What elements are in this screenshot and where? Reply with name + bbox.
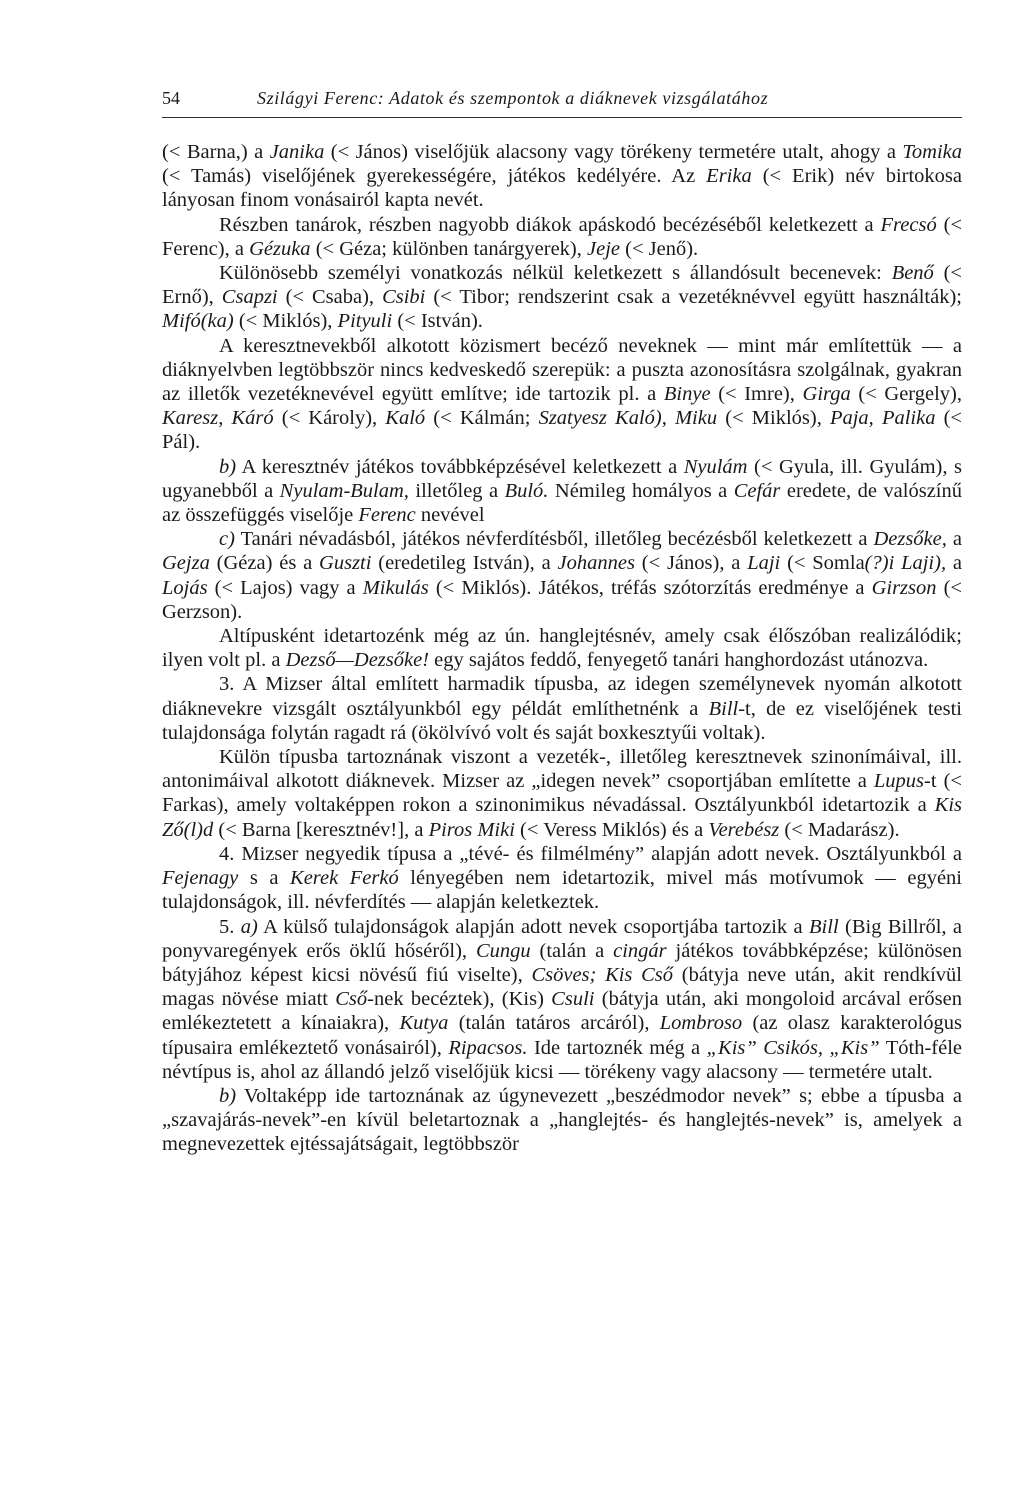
italic-run: Dezsőke, <box>873 528 947 551</box>
text-run: 3. A Mizser által említett harmadik típusba, az idegen személynevek nyomán alkotott diáknevekre vizsgált osztályunkból egy példát említhetnénk a <box>162 673 962 720</box>
italic-run: Bill <box>809 915 839 938</box>
text-run: (< Gerzson). <box>162 576 962 623</box>
italic-run: Lombroso <box>659 1012 743 1035</box>
text-run: a <box>946 552 963 575</box>
italic-run: Fejenagy <box>162 867 239 890</box>
italic-run: Girga <box>802 383 851 406</box>
header-rule <box>162 117 962 118</box>
paragraph-p9 <box>162 745 962 842</box>
text-run: -t, de ez viselőjének testi tulajdonsága folytán ragadt rá (ökölvívó volt és saját boxkesztyűi voltak). <box>162 697 962 744</box>
italic-run: Lupus <box>873 770 925 793</box>
italic-run: Mikulás <box>362 576 429 599</box>
paragraph-p1 <box>162 140 962 213</box>
text-run: a <box>946 528 962 551</box>
text-run: A keresztnevekből alkotott közismert becéző neveknek — mint már említettük — a diáknyelvben legtöbbször nincs kedveskedő szerepük: a puszta azonosításra szolgálnak, gyakran az illetők vezetéknevével együtt említve; ide tartozik pl. a <box>162 334 962 406</box>
text-run: Tanári névadásból, játékos névferdítésből, illetőleg becézésből keletkezett a <box>234 528 874 551</box>
text-run: (< Erik) név birtokosa lányosan finom vonásairól kapta nevét. <box>162 165 962 212</box>
body-text <box>162 140 962 1157</box>
text-run: A külső tulajdonságok alapján adott nevek csoportjába tartozik a <box>257 915 810 938</box>
paragraph-p10 <box>162 842 962 915</box>
italic-run: Janika <box>269 141 325 163</box>
text-run: eredete, de valószínű az összefüggés viselője <box>162 479 963 527</box>
italic-run: Binye <box>663 383 711 406</box>
paragraph-p5 <box>162 455 962 528</box>
text-run: (Géza) és a <box>209 552 320 575</box>
italic-run: Girzson <box>871 576 937 599</box>
italic-run: Szatyesz Kaló), Miku <box>538 407 718 430</box>
text-run: (< Gyula, ill. Gyulám), s ugyanebből a <box>162 455 962 502</box>
paragraph-p12 <box>162 1084 962 1157</box>
text-run: (< Miklós). Játékos, tréfás szótorzítás eredménye a <box>428 576 872 599</box>
italic-run: Bill <box>708 697 739 720</box>
italic-run: a) <box>240 915 258 938</box>
text-run: (< Miklós), <box>717 407 830 430</box>
page-number: 54 <box>162 88 180 108</box>
paragraph-p4 <box>162 334 962 455</box>
italic-run: Verebész <box>708 818 780 841</box>
italic-run: b) <box>219 455 237 478</box>
paragraph-p8 <box>162 672 962 745</box>
text-run: (< János), a <box>634 552 748 575</box>
text-run: (< Pál). <box>162 407 962 454</box>
italic-run: Cefár <box>733 479 781 502</box>
italic-run: Dezső—Dezsőke! <box>285 649 430 672</box>
text-run: (< Barna [keresztnév!], a <box>213 818 429 841</box>
text-run: (< Madarász). <box>779 818 900 841</box>
italic-run: cingár <box>613 939 667 962</box>
italic-run: Ferenc <box>358 504 416 527</box>
italic-run: (?)i Laji), <box>864 552 947 575</box>
paragraph-p7 <box>162 624 962 672</box>
text-run: Külön típusba tartoznának viszont a vezeték-, illetőleg keresztnevek szinonímáival, ill. antonimáival alkotott diáknevek. Mizser az „idegen nevek” csoportjában említette a <box>162 746 962 793</box>
running-title: Szilágyi Ferenc: Adatok és szempontok a diáknevek vizsgálatához <box>257 88 769 108</box>
text-run: (bátyja után, aki mongoloid arcával erősen emlékeztetett a kínaiakra), <box>162 988 962 1035</box>
text-run: (< Kálmán; <box>425 407 539 430</box>
italic-run: Johannes <box>557 552 635 575</box>
text-run: (talán tatáros arcáról), <box>448 1012 660 1035</box>
text-run: Voltaképp ide tartoznának az úgynevezett „beszédmodor nevek” s; ebbe a típusba a „szavajárás-nevek”-en kívül beletartoznak a „hanglejtés- és hanglejtés-nevek” is, amelyek a megnevezettek ejtéssajátságait, legtöbbször <box>162 1084 962 1156</box>
text-run: -nek becéztek), (Kis) <box>367 988 552 1011</box>
italic-run: Kis Ző(l)d <box>162 794 962 841</box>
italic-run: Csöves; Kis Cső <box>531 963 674 986</box>
text-run: Tóth-féle névtípus is, ahol az állandó jelző viselőjük kicsi — törékeny vagy alacsony — termetére utalt. <box>162 1036 962 1083</box>
page-header <box>162 88 962 118</box>
italic-run: Csuli <box>551 988 595 1011</box>
text-run: (Big Billről, a ponyvaregények erős öklű hőséről), <box>162 915 963 962</box>
text-run: illetőleg a <box>408 479 505 502</box>
text-run: (bátyja neve után, akit rendkívül magas növése miatt <box>162 963 963 1011</box>
italic-run: Tomika <box>902 141 962 163</box>
text-run: nevével <box>415 504 485 527</box>
text-run: Részben tanárok, részben nagyobb diákok apáskodó becézéséből keletkezett a <box>219 213 881 236</box>
text-run: egy sajátos feddő, fenyegető tanári hanghordozást utánozva. <box>429 649 929 672</box>
text-run: (< Somla <box>780 552 865 575</box>
italic-run: Guszti <box>319 552 372 575</box>
text-run: (< Jenő). <box>620 237 699 260</box>
italic-run: Paja, Palika <box>829 407 936 430</box>
text-run: A keresztnév játékos továbbképzésével keletkezett a <box>236 455 684 478</box>
italic-run: Mifó(ka) <box>162 310 234 333</box>
text-run: 5. <box>219 915 241 938</box>
paragraph-p11 <box>162 915 962 1084</box>
text-run: (talán a <box>530 939 614 962</box>
text-run: (< István). <box>392 310 483 333</box>
italic-run: Kerek Ferkó <box>290 867 399 890</box>
text-run: (< Lajos) vagy a <box>207 576 363 599</box>
italic-run: Csibi <box>382 286 426 309</box>
italic-run: Frecsó <box>880 213 937 236</box>
text-run: (< Gergely), <box>850 383 963 406</box>
italic-run: Jeje <box>587 237 620 260</box>
text-run: (< Imre), <box>710 383 803 406</box>
text-run: -t (< Farkas), amely voltaképpen rokon a szinonimikus névadással. Osztályunkból idetartozik a <box>162 770 962 817</box>
italic-run: Piros Miki <box>428 818 515 841</box>
italic-run: Csapzi <box>221 286 278 309</box>
text-run: Altípusként idetartozénk még az ún. hanglejtésnév, amely csak élőszóban realizálódik; ilyen volt pl. a <box>162 625 962 672</box>
italic-run: Gejza <box>162 552 210 575</box>
paragraph-p2 <box>162 213 962 261</box>
text-run: (< Ernő), <box>162 262 962 309</box>
paragraph-p6 <box>162 527 962 624</box>
text-run: (< Csaba), <box>277 286 383 309</box>
italic-run: Kaló <box>385 407 426 430</box>
text-run: (< Veress Miklós) és a <box>514 818 709 841</box>
text-run: lényegében nem idetartozik, mivel más motívumok — egyéni tulajdonságok, ill. névferdítés — alapján keletkeztek. <box>162 867 963 914</box>
text-run: (az olasz karakterológus típusaira emlékeztető vonásairól), <box>162 1012 963 1059</box>
text-run: (< Tibor; rendszerint csak a vezetéknévvel együtt használták); <box>425 286 962 309</box>
italic-run: Kutya <box>399 1012 449 1035</box>
text-run: (< Géza; különben tanárgyerek), <box>310 237 587 260</box>
italic-run: Laji <box>747 552 781 575</box>
paragraph-p3 <box>162 261 962 334</box>
italic-run: Pityuli <box>337 310 393 333</box>
text-run: (eredetileg István), a <box>371 552 558 575</box>
text-run: (< Károly), <box>273 407 386 430</box>
text-run: (< János) viselőjük alacsony vagy törékeny termetére utalt, ahogy a <box>324 141 903 163</box>
text-run: (< Barna,) a <box>162 141 270 163</box>
italic-run: Buló. <box>504 479 549 502</box>
text-run: Ide tartoznék még a <box>527 1036 707 1059</box>
text-run: 4. Mizser negyedik típusa a „tévé- és filmélmény” alapján adott nevek. Osztályunkból a <box>219 842 962 865</box>
text-run: játékos továbbképzése; különösen bátyjához képest kicsi növésű fiú viselte), <box>162 939 963 986</box>
italic-run: Nyulam-Bulam, <box>279 479 409 502</box>
italic-run: c) <box>219 528 235 551</box>
italic-run: Erika <box>706 165 752 188</box>
text-run: (< Ferenc), a <box>162 213 962 260</box>
text-run: Némileg homályos a <box>548 479 734 502</box>
italic-run: „Kis” Csikós, „Kis” <box>706 1036 880 1059</box>
italic-run: Cső <box>335 988 368 1011</box>
text-run: Különösebb személyi vonatkozás nélkül keletkezett s állandósult becenevek: <box>219 262 892 285</box>
text-run: s a <box>238 867 291 890</box>
italic-run: b) <box>219 1084 237 1107</box>
italic-run: Cungu <box>475 939 531 962</box>
italic-run: Gézuka <box>249 237 311 260</box>
italic-run: Lojás <box>162 576 208 599</box>
italic-run: Ripacsos. <box>448 1036 528 1059</box>
italic-run: Benő <box>891 262 934 285</box>
text-run: (< Miklós), <box>233 310 338 333</box>
italic-run: Karesz, Káró <box>162 407 274 430</box>
italic-run: Nyulám <box>683 455 748 478</box>
text-run: (< Tamás) viselőjének gyerekességére, játékos kedélyére. Az <box>162 165 707 188</box>
